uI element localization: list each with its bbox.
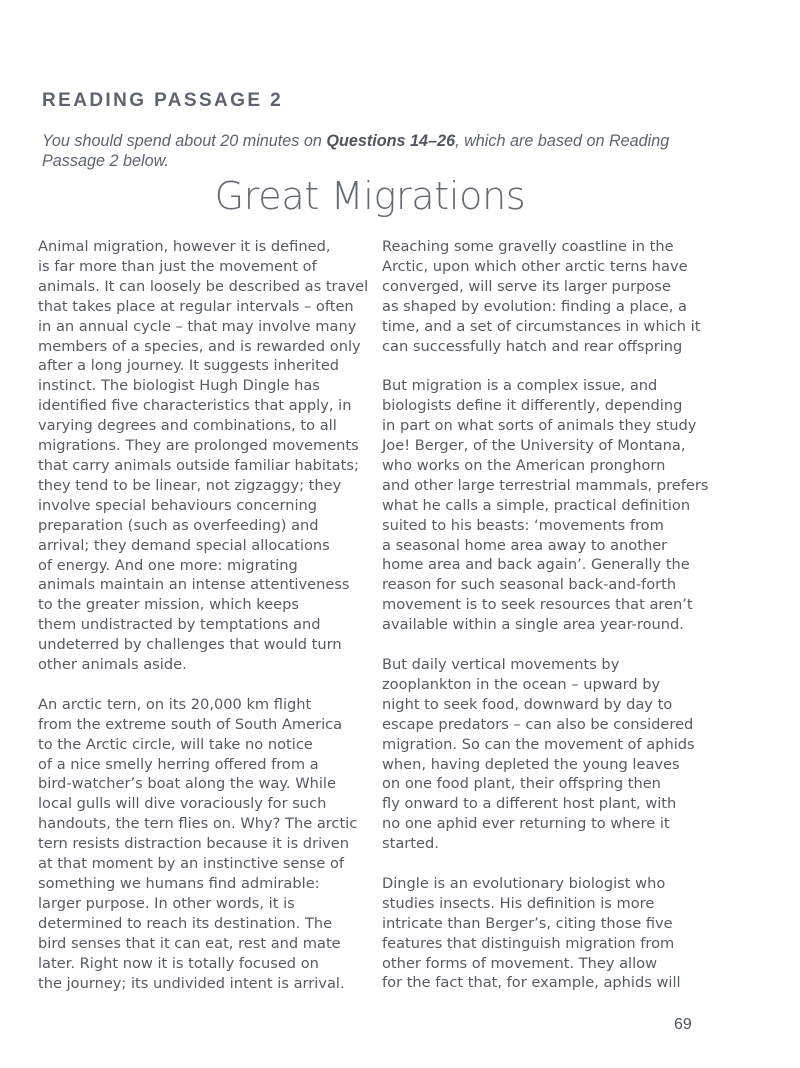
instructions-line2: Passage 2 below. [42,152,169,170]
text-line: identified five characteristics that apply, in [38,397,352,415]
text-line: movement is to seek resources that aren’t [382,596,693,614]
text-line: involve special behaviours concerning [38,496,318,514]
text-line: larger purpose. In other words, it is [38,894,295,912]
text-line: Joe! Berger, of the University of Montana, [382,437,686,455]
text-line: later. Right now it is totally focused on [38,954,319,972]
text-line: from the extreme south of South America [38,715,343,733]
page-number: 69 [674,1016,692,1033]
text-line: the journey; its undivided intent is arrival. [38,974,345,992]
paragraph [382,376,712,635]
left-column [38,237,368,1013]
text-line: is far more than just the movement of [38,257,317,275]
text-line: bird senses that it can eat, rest and mate [38,934,341,952]
text-line: An arctic tern, on its 20,000 km flight [38,695,312,713]
instructions-questions: Questions 14–26 [326,132,456,150]
text-line: that carry animals outside familiar habitats; [38,456,359,474]
paragraph [38,237,368,675]
text-line: biologists define it differently, depending [382,397,683,415]
text-line: varying degrees and combinations, to all [38,417,337,435]
text-line: other animals aside. [38,656,187,674]
text-line: can successfully hatch and rear offspring [382,337,683,355]
text-line: of energy. And one more: migrating [38,556,298,574]
text-line: on one food plant, their offspring then [382,775,661,793]
text-line: them undistracted by temptations and [38,616,321,634]
text-line: undeterred by challenges that would turn [38,636,342,654]
text-line: something we humans find admirable: [38,874,320,892]
text-line: what he calls a simple, practical definition [382,496,691,514]
text-line: Animal migration, however it is defined, [38,238,331,255]
text-line: instinct. The biologist Hugh Dingle has [38,377,320,395]
text-line: studies insects. His definition is more [382,894,655,912]
text-line: they tend to be linear, not zigzaggy; they [38,476,342,494]
text-line: to the greater mission, which keeps [38,596,299,614]
text-line: after a long journey. It suggests inherited [38,357,340,375]
text-line: local gulls will dive voraciously for such [38,795,327,813]
text-line: and other large terrestrial mammals, prefers [382,476,709,494]
text-line: arrival; they demand special allocations [38,536,330,554]
text-line: escape predators – can also be considered [382,715,694,733]
text-line: features that distinguish migration from [382,934,675,952]
text-line: available within a single area year-round. [382,616,684,634]
text-line: at that moment by an instinctive sense of [38,855,345,873]
text-line: migration. So can the movement of aphids [382,735,695,753]
paragraph [38,695,368,994]
text-line: when, having depleted the young leaves [382,755,680,773]
text-line: But migration is a complex issue, and [382,377,658,395]
text-line: to the Arctic circle, will take no notice [38,735,313,753]
text-line: migrations. They are prolonged movements [38,437,359,455]
text-line: no one aphid ever returning to where it [382,815,670,833]
section-heading: READING PASSAGE 2 [42,90,284,111]
text-line: Dingle is an evolutionary biologist who [382,874,666,892]
text-line: intricate than Berger’s, citing those five [382,914,673,932]
paragraph [382,874,712,993]
text-line: other forms of movement. They allow [382,954,658,972]
text-line: members of a species, and is rewarded only [38,337,361,355]
text-line: home area and back again’. Generally the [382,556,690,574]
instructions-suffix: , which are based on Reading [455,132,670,150]
text-line: bird-watcher’s boat along the way. While [38,775,336,793]
text-line: zooplankton in the ocean – upward by [382,675,661,693]
text-line: a seasonal home area away to another [382,536,668,554]
text-line: preparation (such as overfeeding) and [38,516,319,534]
text-line: time, and a set of circumstances in which it [382,317,701,335]
text-line: for the fact that, for example, aphids will [382,974,681,992]
text-line: in an annual cycle – that may involve many [38,317,357,335]
paragraph [382,655,712,854]
text-line: who works on the American pronghorn [382,456,666,474]
text-line: night to seek food, downward by day to [382,695,673,713]
passage-title: Great Migrations [214,174,526,218]
text-line: handouts, the tern flies on. Why? The arctic [38,815,358,833]
right-column [382,237,712,1013]
text-line: as shaped by evolution: finding a place, a [382,297,688,315]
paragraph [382,237,712,356]
text-line: in part on what sorts of animals they study [382,417,697,435]
text-line: Arctic, upon which other arctic terns have [382,257,688,275]
text-line: suited to his beasts: ‘movements from [382,516,664,534]
text-line: But daily vertical movements by [382,656,620,673]
text-line: converged, will serve its larger purpose [382,277,671,295]
text-line: tern resists distraction because it is driven [38,835,349,853]
text-line: of a nice smelly herring offered from a [38,755,319,773]
text-line: Reaching some gravelly coastline in the [382,238,674,255]
text-line: animals maintain an intense attentiveness [38,576,350,594]
text-line: reason for such seasonal back-and-forth [382,576,677,594]
instructions-prefix: You should spend about 20 minutes on [42,132,327,150]
text-line: animals. It can loosely be described as travel [38,277,369,295]
text-line: started. [382,835,439,853]
text-line: fly onward to a different host plant, with [382,795,677,813]
text-line: determined to reach its destination. The [38,914,333,932]
instructions [42,131,722,171]
text-line: that takes place at regular intervals – often [38,297,354,315]
